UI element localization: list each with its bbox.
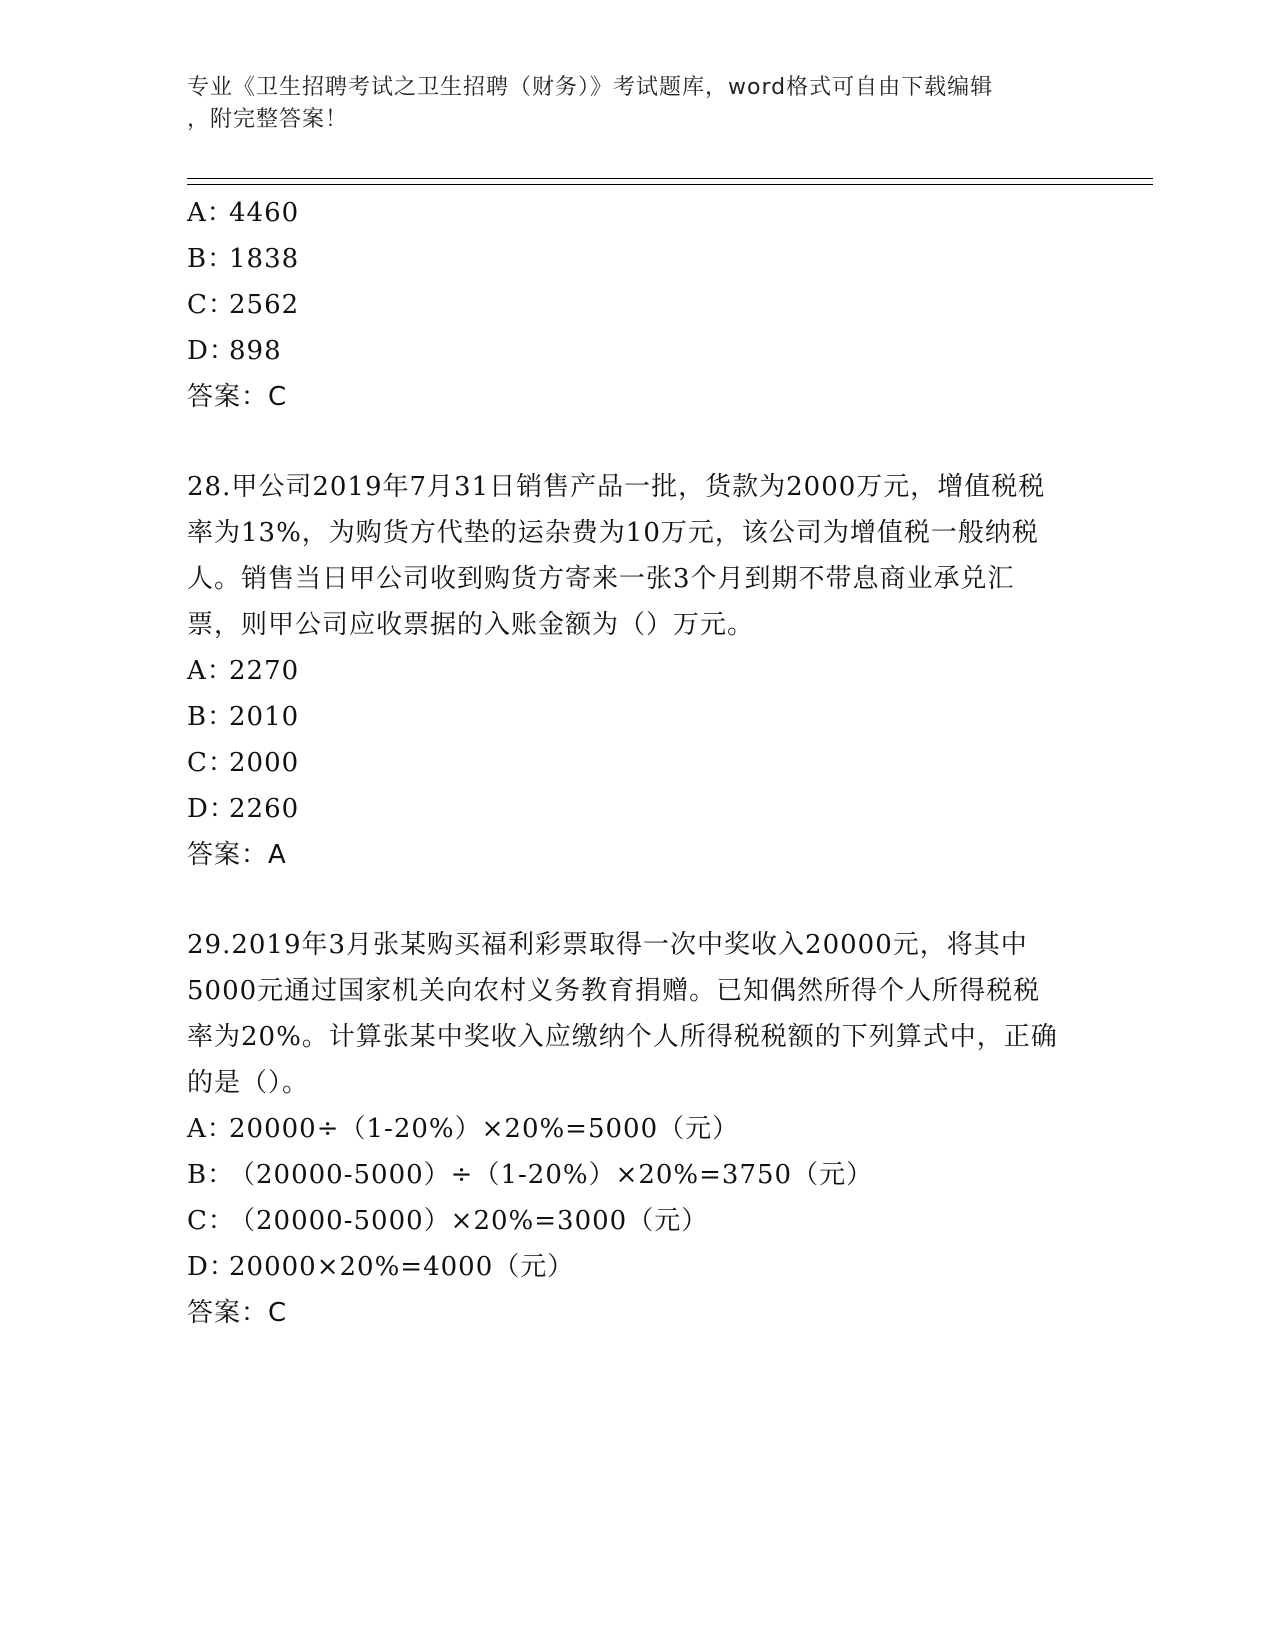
option-label: A： [187, 1114, 234, 1144]
option-label: C： [187, 290, 235, 320]
option-text: 2000 [229, 748, 300, 778]
option-a [187, 190, 1087, 236]
option-text: （20000-5000）÷（1-20%）×20%=3750（元） [229, 1160, 874, 1190]
option-text: 2260 [229, 794, 300, 824]
option-label: B： [187, 702, 235, 732]
option-a [187, 648, 1087, 694]
question-text: 28.甲公司2019年7月31日销售产品一批，货款为2000万元，增值税税率为13%，为购货方代垫的运杂费为10万元，该公司为增值税一般纳税人。销售当日甲公司收到购货方寄来一张3个月到期不带息商业承兑汇票，则甲公司应收票据的入账金额为（）万元。 [187, 472, 1046, 640]
option-d [187, 1244, 1087, 1290]
option-label: A： [187, 198, 234, 228]
option-text: 2010 [229, 702, 300, 732]
answer: 答案：C [187, 1298, 288, 1328]
option-d [187, 328, 1087, 374]
answer: 答案：A [187, 840, 287, 870]
option-text: 2270 [229, 656, 300, 686]
answer: 答案：C [187, 382, 288, 412]
option-text: （20000-5000）×20%=3000（元） [229, 1206, 709, 1236]
option-label: D： [187, 794, 236, 824]
header-rule-top [187, 178, 1153, 179]
option-label: B： [187, 244, 235, 274]
option-b [187, 1152, 1087, 1198]
prev-question [187, 190, 1087, 420]
option-label: B： [187, 1160, 235, 1190]
option-label: D： [187, 1252, 236, 1282]
option-c [187, 282, 1087, 328]
option-a [187, 1106, 1087, 1152]
option-b [187, 694, 1087, 740]
option-b [187, 236, 1087, 282]
header-rule-bottom [187, 184, 1153, 185]
option-c [187, 740, 1087, 786]
option-text: 2562 [229, 290, 300, 320]
document-header: 专业《卫生招聘考试之卫生招聘（财务）》考试题库，word格式可自由下载编辑 ，附完整答案！ [187, 75, 994, 132]
option-label: D： [187, 336, 236, 366]
option-label: C： [187, 748, 235, 778]
option-text: 20000×20%=4000（元） [229, 1252, 575, 1282]
option-text: 1838 [229, 244, 300, 274]
question-29 [187, 922, 1087, 1336]
option-d [187, 786, 1087, 832]
option-text: 898 [229, 336, 282, 366]
option-c [187, 1198, 1087, 1244]
document-body [187, 190, 1087, 1336]
question-28 [187, 464, 1087, 878]
option-text: 4460 [229, 198, 300, 228]
option-label: C： [187, 1206, 235, 1236]
option-label: A： [187, 656, 234, 686]
question-text: 29.2019年3月张某购买福利彩票取得一次中奖收入20000元，将其中5000元通过国家机关向农村义务教育捐赠。已知偶然所得个人所得税税率为20%。计算张某中奖收入应缴纳个人所得税税额的下列算式中，正确的是（）。 [187, 930, 1058, 1098]
option-text: 20000÷（1-20%）×20%=5000（元） [229, 1114, 740, 1144]
